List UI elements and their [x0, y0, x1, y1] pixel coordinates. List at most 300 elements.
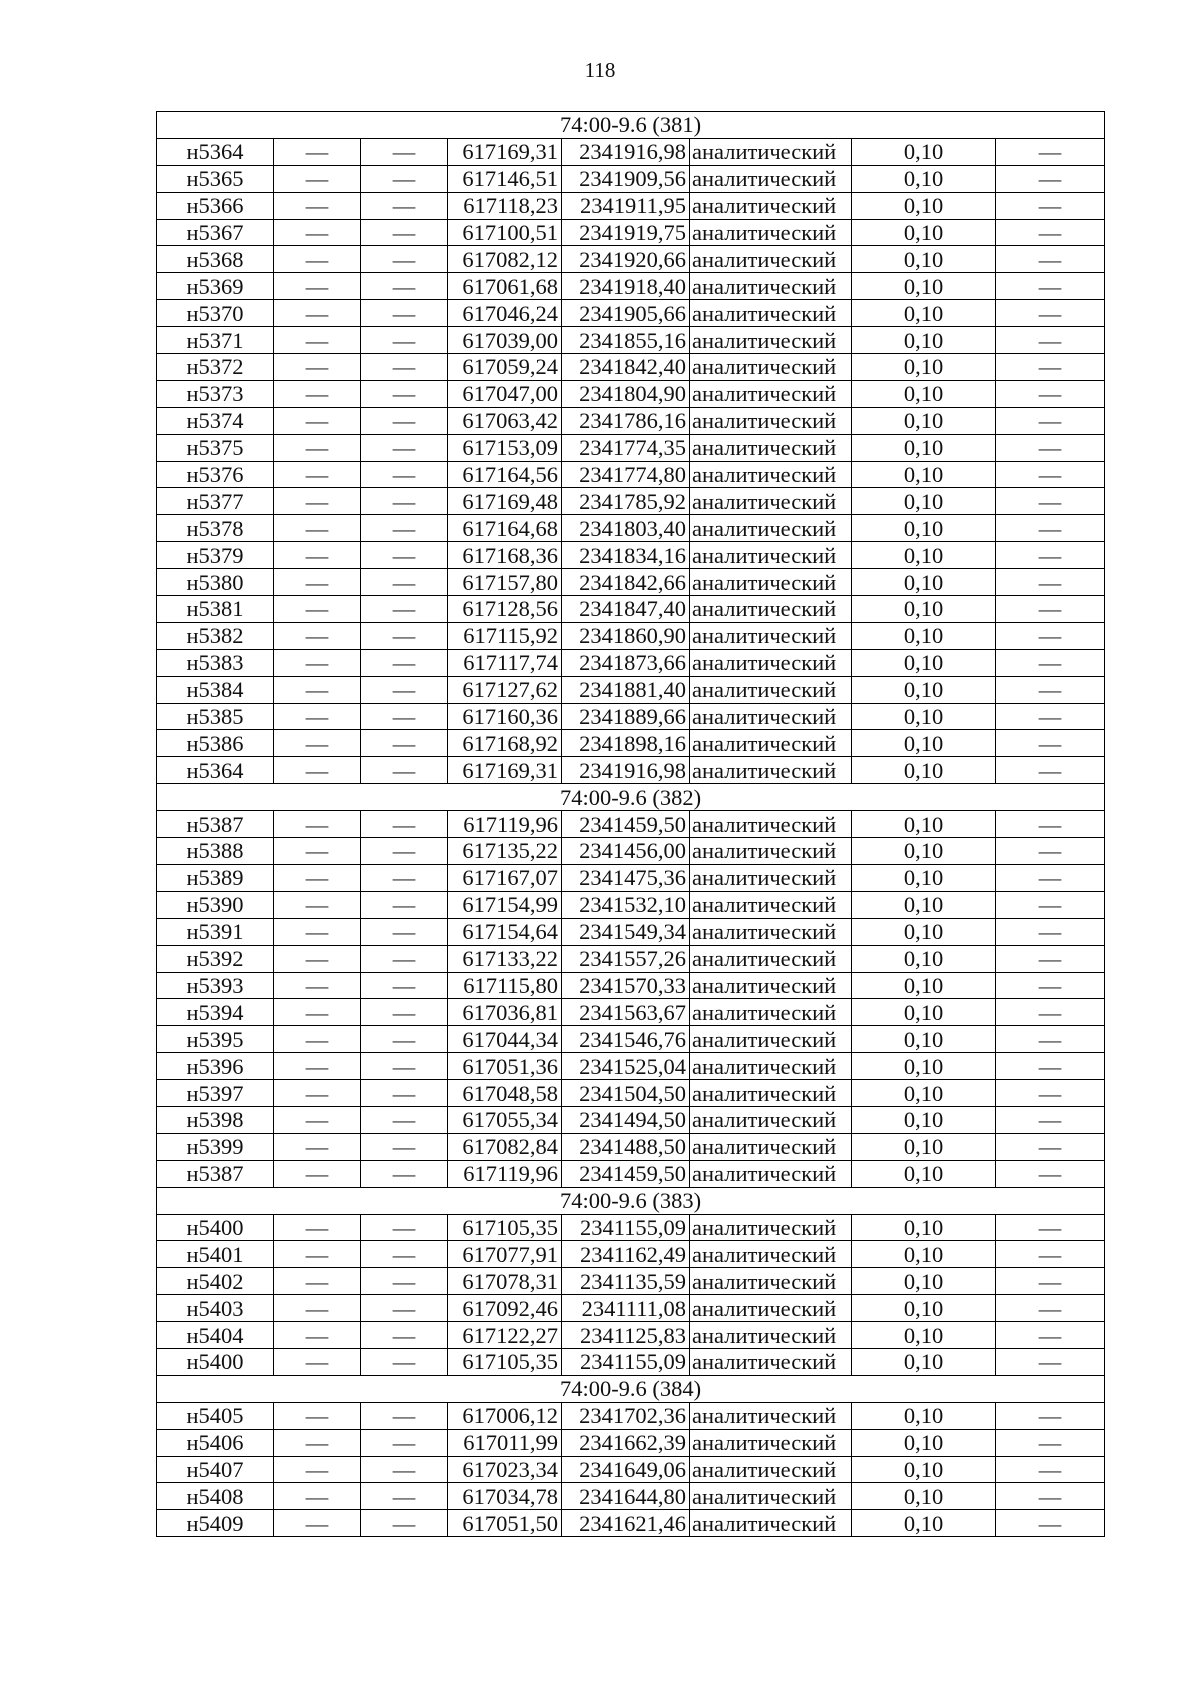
method-cell: аналитический: [690, 1456, 852, 1483]
x-coordinate-cell: 617048,58: [448, 1080, 562, 1107]
note-cell: —: [996, 542, 1105, 569]
table-row: [157, 1429, 1105, 1456]
dash-cell: —: [361, 1133, 448, 1160]
accuracy-cell: 0,10: [852, 891, 996, 918]
point-cell: н5385: [157, 703, 274, 730]
table-row: [157, 138, 1105, 165]
dash-cell: —: [361, 811, 448, 838]
accuracy-cell: 0,10: [852, 192, 996, 219]
x-coordinate-cell: 617160,36: [448, 703, 562, 730]
table-row: [157, 918, 1105, 945]
point-cell: н5370: [157, 300, 274, 327]
table-row: [157, 515, 1105, 542]
y-coordinate-cell: 2341504,50: [562, 1080, 690, 1107]
dash-cell: —: [274, 1214, 361, 1241]
x-coordinate-cell: 617167,07: [448, 864, 562, 891]
method-cell: аналитический: [690, 219, 852, 246]
dash-cell: —: [361, 1322, 448, 1349]
x-coordinate-cell: 617119,96: [448, 811, 562, 838]
dash-cell: —: [361, 864, 448, 891]
dash-cell: —: [361, 1026, 448, 1053]
accuracy-cell: 0,10: [852, 1510, 996, 1537]
dash-cell: —: [274, 327, 361, 354]
y-coordinate-cell: 2341918,40: [562, 273, 690, 300]
accuracy-cell: 0,10: [852, 327, 996, 354]
y-coordinate-cell: 2341898,16: [562, 730, 690, 757]
note-cell: —: [996, 1402, 1105, 1429]
x-coordinate-cell: 617044,34: [448, 1026, 562, 1053]
table-row: [157, 676, 1105, 703]
method-cell: аналитический: [690, 1053, 852, 1080]
y-coordinate-cell: 2341475,36: [562, 864, 690, 891]
dash-cell: —: [274, 918, 361, 945]
y-coordinate-cell: 2341649,06: [562, 1456, 690, 1483]
y-coordinate-cell: 2341916,98: [562, 757, 690, 784]
point-cell: н5400: [157, 1214, 274, 1241]
y-coordinate-cell: 2341911,95: [562, 192, 690, 219]
dash-cell: —: [274, 864, 361, 891]
dash-cell: —: [274, 300, 361, 327]
note-cell: —: [996, 1429, 1105, 1456]
accuracy-cell: 0,10: [852, 1080, 996, 1107]
y-coordinate-cell: 2341842,66: [562, 569, 690, 596]
accuracy-cell: 0,10: [852, 1456, 996, 1483]
accuracy-cell: 0,10: [852, 972, 996, 999]
x-coordinate-cell: 617051,50: [448, 1510, 562, 1537]
coordinates-table: [156, 111, 1105, 1537]
table-row: [157, 596, 1105, 623]
point-cell: н5371: [157, 327, 274, 354]
note-cell: —: [996, 1241, 1105, 1268]
method-cell: аналитический: [690, 1106, 852, 1133]
y-coordinate-cell: 2341125,83: [562, 1322, 690, 1349]
dash-cell: —: [361, 1348, 448, 1375]
dash-cell: —: [274, 246, 361, 273]
dash-cell: —: [361, 1429, 448, 1456]
note-cell: —: [996, 649, 1105, 676]
table-row: [157, 757, 1105, 784]
table-row: [157, 300, 1105, 327]
point-cell: н5383: [157, 649, 274, 676]
x-coordinate-cell: 617154,64: [448, 918, 562, 945]
dash-cell: —: [361, 1080, 448, 1107]
method-cell: аналитический: [690, 999, 852, 1026]
accuracy-cell: 0,10: [852, 811, 996, 838]
method-cell: аналитический: [690, 972, 852, 999]
y-coordinate-cell: 2341456,00: [562, 838, 690, 865]
point-cell: н5396: [157, 1053, 274, 1080]
x-coordinate-cell: 617011,99: [448, 1429, 562, 1456]
point-cell: н5406: [157, 1429, 274, 1456]
note-cell: —: [996, 1348, 1105, 1375]
point-cell: н5390: [157, 891, 274, 918]
accuracy-cell: 0,10: [852, 838, 996, 865]
note-cell: —: [996, 730, 1105, 757]
note-cell: —: [996, 380, 1105, 407]
method-cell: аналитический: [690, 1483, 852, 1510]
y-coordinate-cell: 2341909,56: [562, 165, 690, 192]
x-coordinate-cell: 617128,56: [448, 596, 562, 623]
y-coordinate-cell: 2341842,40: [562, 354, 690, 381]
y-coordinate-cell: 2341135,59: [562, 1268, 690, 1295]
y-coordinate-cell: 2341459,50: [562, 811, 690, 838]
table-row: [157, 1268, 1105, 1295]
x-coordinate-cell: 617046,24: [448, 300, 562, 327]
point-cell: н5398: [157, 1106, 274, 1133]
method-cell: аналитический: [690, 1160, 852, 1187]
x-coordinate-cell: 617092,46: [448, 1295, 562, 1322]
method-cell: аналитический: [690, 461, 852, 488]
dash-cell: —: [361, 219, 448, 246]
y-coordinate-cell: 2341662,39: [562, 1429, 690, 1456]
x-coordinate-cell: 617157,80: [448, 569, 562, 596]
dash-cell: —: [361, 757, 448, 784]
dash-cell: —: [361, 515, 448, 542]
accuracy-cell: 0,10: [852, 864, 996, 891]
note-cell: —: [996, 999, 1105, 1026]
table-row: [157, 891, 1105, 918]
section-title: 74:00-9.6 (381): [157, 112, 1105, 139]
dash-cell: —: [361, 999, 448, 1026]
dash-cell: —: [274, 192, 361, 219]
note-cell: —: [996, 918, 1105, 945]
point-cell: н5405: [157, 1402, 274, 1429]
dash-cell: —: [361, 1160, 448, 1187]
x-coordinate-cell: 617153,09: [448, 434, 562, 461]
note-cell: —: [996, 1322, 1105, 1349]
dash-cell: —: [274, 1053, 361, 1080]
x-coordinate-cell: 617105,35: [448, 1348, 562, 1375]
method-cell: аналитический: [690, 703, 852, 730]
y-coordinate-cell: 2341546,76: [562, 1026, 690, 1053]
point-cell: н5409: [157, 1510, 274, 1537]
accuracy-cell: 0,10: [852, 138, 996, 165]
table-row: [157, 1026, 1105, 1053]
note-cell: —: [996, 434, 1105, 461]
accuracy-cell: 0,10: [852, 354, 996, 381]
accuracy-cell: 0,10: [852, 434, 996, 461]
dash-cell: —: [274, 380, 361, 407]
dash-cell: —: [361, 138, 448, 165]
note-cell: —: [996, 757, 1105, 784]
table-row: [157, 703, 1105, 730]
dash-cell: —: [274, 649, 361, 676]
y-coordinate-cell: 2341525,04: [562, 1053, 690, 1080]
x-coordinate-cell: 617127,62: [448, 676, 562, 703]
dash-cell: —: [274, 757, 361, 784]
x-coordinate-cell: 617039,00: [448, 327, 562, 354]
table-row: [157, 246, 1105, 273]
method-cell: аналитический: [690, 300, 852, 327]
x-coordinate-cell: 617047,00: [448, 380, 562, 407]
section-header-row: [157, 112, 1105, 139]
table-row: [157, 1241, 1105, 1268]
dash-cell: —: [361, 891, 448, 918]
accuracy-cell: 0,10: [852, 1348, 996, 1375]
table-row: [157, 327, 1105, 354]
point-cell: н5375: [157, 434, 274, 461]
dash-cell: —: [361, 838, 448, 865]
method-cell: аналитический: [690, 246, 852, 273]
note-cell: —: [996, 273, 1105, 300]
y-coordinate-cell: 2341855,16: [562, 327, 690, 354]
table-row: [157, 1133, 1105, 1160]
x-coordinate-cell: 617133,22: [448, 945, 562, 972]
note-cell: —: [996, 1214, 1105, 1241]
accuracy-cell: 0,10: [852, 1268, 996, 1295]
method-cell: аналитический: [690, 273, 852, 300]
point-cell: н5400: [157, 1348, 274, 1375]
point-cell: н5403: [157, 1295, 274, 1322]
method-cell: аналитический: [690, 515, 852, 542]
y-coordinate-cell: 2341860,90: [562, 622, 690, 649]
dash-cell: —: [274, 1348, 361, 1375]
y-coordinate-cell: 2341702,36: [562, 1402, 690, 1429]
accuracy-cell: 0,10: [852, 380, 996, 407]
dash-cell: —: [274, 461, 361, 488]
y-coordinate-cell: 2341563,67: [562, 999, 690, 1026]
x-coordinate-cell: 617169,31: [448, 757, 562, 784]
method-cell: аналитический: [690, 1295, 852, 1322]
point-cell: н5392: [157, 945, 274, 972]
note-cell: —: [996, 622, 1105, 649]
table-row: [157, 1402, 1105, 1429]
dash-cell: —: [274, 1080, 361, 1107]
accuracy-cell: 0,10: [852, 1429, 996, 1456]
x-coordinate-cell: 617105,35: [448, 1214, 562, 1241]
table-row: [157, 649, 1105, 676]
x-coordinate-cell: 617118,23: [448, 192, 562, 219]
y-coordinate-cell: 2341532,10: [562, 891, 690, 918]
note-cell: —: [996, 246, 1105, 273]
note-cell: —: [996, 192, 1105, 219]
section-header-row: [157, 1375, 1105, 1402]
y-coordinate-cell: 2341916,98: [562, 138, 690, 165]
point-cell: н5395: [157, 1026, 274, 1053]
dash-cell: —: [361, 300, 448, 327]
method-cell: аналитический: [690, 757, 852, 784]
note-cell: —: [996, 515, 1105, 542]
note-cell: —: [996, 1026, 1105, 1053]
table-row: [157, 192, 1105, 219]
accuracy-cell: 0,10: [852, 1483, 996, 1510]
dash-cell: —: [361, 730, 448, 757]
point-cell: н5378: [157, 515, 274, 542]
method-cell: аналитический: [690, 1429, 852, 1456]
accuracy-cell: 0,10: [852, 757, 996, 784]
dash-cell: —: [274, 1429, 361, 1456]
dash-cell: —: [274, 945, 361, 972]
x-coordinate-cell: 617023,34: [448, 1456, 562, 1483]
dash-cell: —: [274, 596, 361, 623]
accuracy-cell: 0,10: [852, 1106, 996, 1133]
table-row: [157, 434, 1105, 461]
point-cell: н5387: [157, 1160, 274, 1187]
accuracy-cell: 0,10: [852, 300, 996, 327]
table-row: [157, 972, 1105, 999]
accuracy-cell: 0,10: [852, 569, 996, 596]
method-cell: аналитический: [690, 891, 852, 918]
point-cell: н5389: [157, 864, 274, 891]
accuracy-cell: 0,10: [852, 246, 996, 273]
dash-cell: —: [361, 569, 448, 596]
method-cell: аналитический: [690, 649, 852, 676]
x-coordinate-cell: 617051,36: [448, 1053, 562, 1080]
point-cell: н5384: [157, 676, 274, 703]
note-cell: —: [996, 569, 1105, 596]
dash-cell: —: [361, 354, 448, 381]
table-row: [157, 730, 1105, 757]
dash-cell: —: [274, 1456, 361, 1483]
dash-cell: —: [274, 891, 361, 918]
section-title: 74:00-9.6 (384): [157, 1375, 1105, 1402]
dash-cell: —: [274, 1133, 361, 1160]
note-cell: —: [996, 300, 1105, 327]
table-row: [157, 864, 1105, 891]
x-coordinate-cell: 617164,56: [448, 461, 562, 488]
dash-cell: —: [361, 461, 448, 488]
dash-cell: —: [361, 703, 448, 730]
method-cell: аналитический: [690, 192, 852, 219]
note-cell: —: [996, 703, 1105, 730]
y-coordinate-cell: 2341785,92: [562, 488, 690, 515]
y-coordinate-cell: 2341834,16: [562, 542, 690, 569]
dash-cell: —: [361, 273, 448, 300]
point-cell: н5381: [157, 596, 274, 623]
x-coordinate-cell: 617169,48: [448, 488, 562, 515]
x-coordinate-cell: 617168,36: [448, 542, 562, 569]
table-row: [157, 1348, 1105, 1375]
note-cell: —: [996, 354, 1105, 381]
accuracy-cell: 0,10: [852, 165, 996, 192]
accuracy-cell: 0,10: [852, 1322, 996, 1349]
y-coordinate-cell: 2341557,26: [562, 945, 690, 972]
accuracy-cell: 0,10: [852, 1133, 996, 1160]
table-row: [157, 999, 1105, 1026]
y-coordinate-cell: 2341570,33: [562, 972, 690, 999]
point-cell: н5367: [157, 219, 274, 246]
table-row: [157, 1322, 1105, 1349]
dash-cell: —: [361, 676, 448, 703]
dash-cell: —: [361, 1053, 448, 1080]
dash-cell: —: [274, 972, 361, 999]
x-coordinate-cell: 617082,12: [448, 246, 562, 273]
point-cell: н5374: [157, 407, 274, 434]
table-row: [157, 1456, 1105, 1483]
table-row: [157, 407, 1105, 434]
dash-cell: —: [361, 542, 448, 569]
point-cell: н5372: [157, 354, 274, 381]
accuracy-cell: 0,10: [852, 1295, 996, 1322]
x-coordinate-cell: 617100,51: [448, 219, 562, 246]
y-coordinate-cell: 2341774,80: [562, 461, 690, 488]
y-coordinate-cell: 2341162,49: [562, 1241, 690, 1268]
accuracy-cell: 0,10: [852, 999, 996, 1026]
coordinates-table-body: [157, 112, 1105, 1537]
method-cell: аналитический: [690, 676, 852, 703]
table-row: [157, 1106, 1105, 1133]
table-row: [157, 1053, 1105, 1080]
note-cell: —: [996, 461, 1105, 488]
x-coordinate-cell: 617115,80: [448, 972, 562, 999]
method-cell: аналитический: [690, 434, 852, 461]
note-cell: —: [996, 1483, 1105, 1510]
x-coordinate-cell: 617055,34: [448, 1106, 562, 1133]
point-cell: н5368: [157, 246, 274, 273]
method-cell: аналитический: [690, 569, 852, 596]
method-cell: аналитический: [690, 864, 852, 891]
point-cell: н5391: [157, 918, 274, 945]
point-cell: н5408: [157, 1483, 274, 1510]
dash-cell: —: [361, 192, 448, 219]
dash-cell: —: [274, 999, 361, 1026]
note-cell: —: [996, 864, 1105, 891]
x-coordinate-cell: 617154,99: [448, 891, 562, 918]
note-cell: —: [996, 891, 1105, 918]
note-cell: —: [996, 1295, 1105, 1322]
x-coordinate-cell: 617117,74: [448, 649, 562, 676]
accuracy-cell: 0,10: [852, 918, 996, 945]
y-coordinate-cell: 2341774,35: [562, 434, 690, 461]
y-coordinate-cell: 2341155,09: [562, 1348, 690, 1375]
dash-cell: —: [361, 434, 448, 461]
y-coordinate-cell: 2341111,08: [562, 1295, 690, 1322]
dash-cell: —: [361, 327, 448, 354]
y-coordinate-cell: 2341919,75: [562, 219, 690, 246]
method-cell: аналитический: [690, 1026, 852, 1053]
dash-cell: —: [274, 622, 361, 649]
method-cell: аналитический: [690, 730, 852, 757]
y-coordinate-cell: 2341488,50: [562, 1133, 690, 1160]
x-coordinate-cell: 617082,84: [448, 1133, 562, 1160]
accuracy-cell: 0,10: [852, 1241, 996, 1268]
point-cell: н5373: [157, 380, 274, 407]
dash-cell: —: [274, 676, 361, 703]
page-number: 118: [584, 58, 616, 82]
dash-cell: —: [274, 354, 361, 381]
note-cell: —: [996, 1053, 1105, 1080]
accuracy-cell: 0,10: [852, 219, 996, 246]
note-cell: —: [996, 1510, 1105, 1537]
dash-cell: —: [361, 246, 448, 273]
table-row: [157, 273, 1105, 300]
section-title: 74:00-9.6 (383): [157, 1187, 1105, 1214]
accuracy-cell: 0,10: [852, 1053, 996, 1080]
accuracy-cell: 0,10: [852, 945, 996, 972]
dash-cell: —: [274, 1510, 361, 1537]
point-cell: н5401: [157, 1241, 274, 1268]
table-row: [157, 838, 1105, 865]
dash-cell: —: [274, 488, 361, 515]
dash-cell: —: [274, 273, 361, 300]
dash-cell: —: [361, 945, 448, 972]
dash-cell: —: [274, 515, 361, 542]
table-row: [157, 542, 1105, 569]
y-coordinate-cell: 2341803,40: [562, 515, 690, 542]
dash-cell: —: [274, 1322, 361, 1349]
method-cell: аналитический: [690, 811, 852, 838]
table-row: [157, 380, 1105, 407]
note-cell: —: [996, 972, 1105, 999]
method-cell: аналитический: [690, 354, 852, 381]
dash-cell: —: [361, 1241, 448, 1268]
point-cell: н5377: [157, 488, 274, 515]
y-coordinate-cell: 2341549,34: [562, 918, 690, 945]
method-cell: аналитический: [690, 1080, 852, 1107]
y-coordinate-cell: 2341494,50: [562, 1106, 690, 1133]
accuracy-cell: 0,10: [852, 407, 996, 434]
dash-cell: —: [361, 1483, 448, 1510]
